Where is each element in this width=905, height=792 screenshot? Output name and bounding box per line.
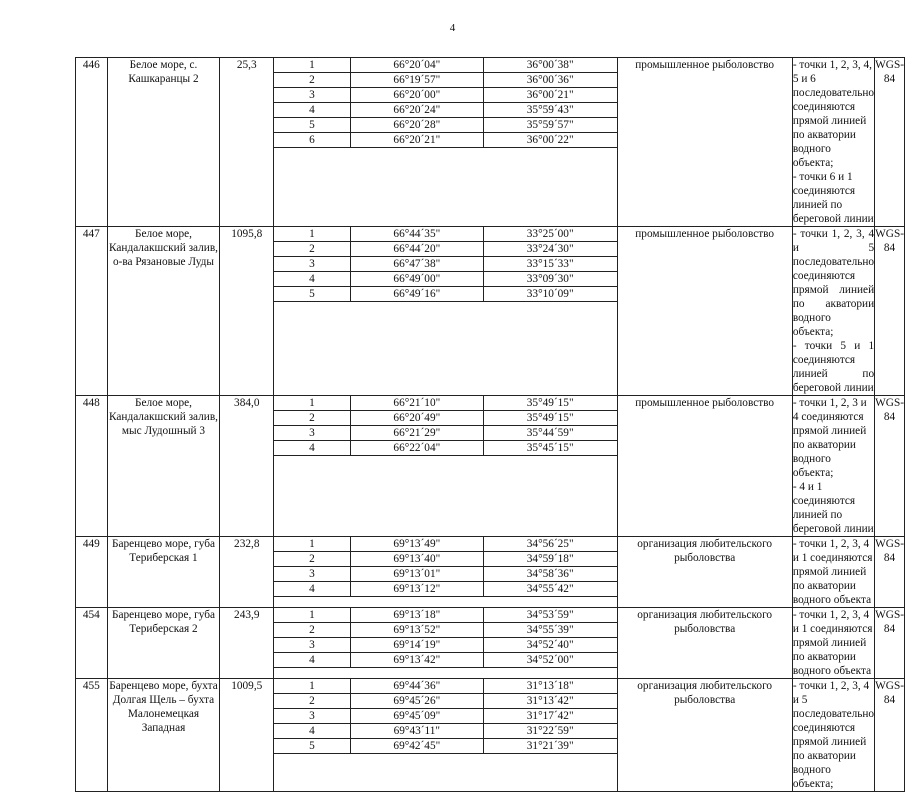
point-number: 3 — [274, 88, 350, 103]
area-name: Баренцево море, бухта Долгая Щель – бухта Малонемецкая Западная — [107, 679, 220, 792]
coordinate-system: WGS-84 — [875, 537, 905, 608]
coordinates-table — [274, 396, 616, 456]
longitude: 33°09´30" — [483, 272, 616, 287]
latitude: 66°21´10" — [350, 396, 483, 411]
purpose: промышленное рыболовство — [617, 58, 792, 227]
coordinate-row — [274, 653, 616, 668]
latitude: 69°42´45" — [350, 739, 483, 754]
point-number: 3 — [274, 426, 350, 441]
point-number: 2 — [274, 552, 350, 567]
coordinates-table — [274, 608, 616, 668]
latitude: 66°19´57" — [350, 73, 483, 88]
latitude: 69°13´01" — [350, 567, 483, 582]
latitude: 69°13´12" — [350, 582, 483, 597]
longitude: 34°55´42" — [483, 582, 616, 597]
coordinate-row — [274, 567, 616, 582]
coordinates-cell — [274, 537, 617, 608]
latitude: 69°13´52" — [350, 623, 483, 638]
point-number: 1 — [274, 58, 350, 73]
longitude: 35°49´15" — [483, 396, 616, 411]
area-name: Баренцево море, губа Териберская 2 — [107, 608, 220, 679]
coordinate-row — [274, 426, 616, 441]
point-number: 3 — [274, 709, 350, 724]
longitude: 33°15´33" — [483, 257, 616, 272]
coordinate-system: WGS-84 — [875, 679, 905, 792]
coordinates-table — [274, 537, 616, 597]
coordinate-row — [274, 582, 616, 597]
area-size: 1009,5 — [220, 679, 274, 792]
longitude: 35°45´15" — [483, 441, 616, 456]
coordinate-row — [274, 411, 616, 426]
longitude: 35°59´43" — [483, 103, 616, 118]
coordinate-system: WGS-84 — [875, 58, 905, 227]
latitude: 66°20´28" — [350, 118, 483, 133]
area-name: Белое море, Кандалакшский залив, мыс Лудошный 3 — [107, 396, 220, 537]
table-row — [76, 396, 905, 537]
purpose: организация любительского рыболовства — [617, 608, 792, 679]
longitude: 33°24´30" — [483, 242, 616, 257]
point-number: 1 — [274, 608, 350, 623]
coordinate-row — [274, 739, 616, 754]
coordinates-table — [274, 227, 616, 302]
point-number: 4 — [274, 582, 350, 597]
point-number: 2 — [274, 242, 350, 257]
area-name: Белое море, с. Кашкаранцы 2 — [107, 58, 220, 227]
coordinate-row — [274, 242, 616, 257]
longitude: 36°00´21" — [483, 88, 616, 103]
point-number: 4 — [274, 441, 350, 456]
longitude: 36°00´22" — [483, 133, 616, 148]
longitude: 34°58´36" — [483, 567, 616, 582]
longitude: 36°00´38" — [483, 58, 616, 73]
coordinate-row — [274, 133, 616, 148]
longitude: 33°10´09" — [483, 287, 616, 302]
latitude: 69°13´42" — [350, 653, 483, 668]
point-number: 2 — [274, 411, 350, 426]
row-number: 455 — [76, 679, 108, 792]
area-size: 384,0 — [220, 396, 274, 537]
coordinate-row — [274, 257, 616, 272]
latitude: 69°43´11" — [350, 724, 483, 739]
row-number: 446 — [76, 58, 108, 227]
latitude: 69°13´18" — [350, 608, 483, 623]
page-number: 4 — [449, 22, 456, 34]
longitude: 34°59´18" — [483, 552, 616, 567]
table-row — [76, 227, 905, 396]
latitude: 66°44´35" — [350, 227, 483, 242]
longitude: 35°49´15" — [483, 411, 616, 426]
table-row — [76, 608, 905, 679]
point-number: 5 — [274, 739, 350, 754]
coordinates-table — [274, 679, 616, 754]
coordinates-cell — [274, 227, 617, 396]
point-number: 5 — [274, 118, 350, 133]
latitude: 66°20´24" — [350, 103, 483, 118]
coordinates-cell — [274, 608, 617, 679]
point-number: 3 — [274, 567, 350, 582]
area-size: 232,8 — [220, 537, 274, 608]
coordinate-row — [274, 441, 616, 456]
longitude: 31°17´42" — [483, 709, 616, 724]
latitude: 66°20´49" — [350, 411, 483, 426]
longitude: 36°00´36" — [483, 73, 616, 88]
latitude: 66°20´04" — [350, 58, 483, 73]
longitude: 34°55´39" — [483, 623, 616, 638]
boundary-description: - точки 1, 2, 3, 4 и 1 соединяются прямой линией по акватории водного объекта — [792, 537, 874, 608]
coordinate-row — [274, 608, 616, 623]
coordinate-row — [274, 552, 616, 567]
longitude: 31°21´39" — [483, 739, 616, 754]
area-size: 1095,8 — [220, 227, 274, 396]
coordinate-row — [274, 272, 616, 287]
coordinate-row — [274, 694, 616, 709]
boundary-description: - точки 1, 2, 3 и 4 соединяются прямой линией по акватории водного объекта; - 4 и 1 соединяются линией по береговой линии — [792, 397, 874, 535]
coordinates-cell — [274, 58, 617, 227]
coordinates-cell — [274, 679, 617, 792]
latitude: 66°20´00" — [350, 88, 483, 103]
point-number: 3 — [274, 638, 350, 653]
coordinate-system: WGS-84 — [875, 396, 905, 537]
coordinate-row — [274, 227, 616, 242]
coordinate-row — [274, 73, 616, 88]
coordinates-cell — [274, 396, 617, 537]
longitude: 35°59´57" — [483, 118, 616, 133]
area-size: 243,9 — [220, 608, 274, 679]
point-number: 1 — [274, 537, 350, 552]
longitude: 34°52´40" — [483, 638, 616, 653]
row-number: 449 — [76, 537, 108, 608]
purpose: организация любительского рыболовства — [617, 679, 792, 792]
latitude: 66°20´21" — [350, 133, 483, 148]
latitude: 66°21´29" — [350, 426, 483, 441]
longitude: 34°52´00" — [483, 653, 616, 668]
point-number: 5 — [274, 287, 350, 302]
row-number: 454 — [76, 608, 108, 679]
coordinate-row — [274, 88, 616, 103]
table-row — [76, 58, 905, 227]
longitude: 34°53´59" — [483, 608, 616, 623]
coordinate-row — [274, 724, 616, 739]
boundary-description: - точки 1, 2, 3, 4 и 1 соединяются прямой линией по акватории водного объекта — [792, 608, 874, 679]
latitude: 66°47´38" — [350, 257, 483, 272]
boundary-description: - точки 1, 2, 3, 4, 5 и 6 последовательно соединяются прямой линией по акватории водного объекта; - точки 6 и 1 соединяются линией по береговой линии — [792, 59, 875, 225]
point-number: 4 — [274, 724, 350, 739]
coordinate-system: WGS-84 — [875, 608, 905, 679]
latitude: 69°13´40" — [350, 552, 483, 567]
latitude: 66°49´00" — [350, 272, 483, 287]
table-row — [76, 537, 905, 608]
row-number: 448 — [76, 396, 108, 537]
table-row — [76, 679, 905, 792]
coordinate-row — [274, 623, 616, 638]
longitude: 33°25´00" — [483, 227, 616, 242]
purpose: организация любительского рыболовства — [617, 537, 792, 608]
latitude: 69°44´36" — [350, 679, 483, 694]
coordinate-row — [274, 58, 616, 73]
latitude: 69°13´49" — [350, 537, 483, 552]
point-number: 1 — [274, 679, 350, 694]
latitude: 66°49´16" — [350, 287, 483, 302]
coordinate-row — [274, 396, 616, 411]
longitude: 31°13´18" — [483, 679, 616, 694]
longitude: 35°44´59" — [483, 426, 616, 441]
point-number: 1 — [274, 227, 350, 242]
point-number: 2 — [274, 73, 350, 88]
coordinate-system: WGS-84 — [875, 227, 905, 396]
point-number: 4 — [274, 103, 350, 118]
purpose: промышленное рыболовство — [617, 227, 792, 396]
boundary-description: - точки 1, 2, 3, 4 и 5 последовательно соединяются прямой линией по акватории водного объекта; - точки 5 и 1 соединяются линией по береговой линии — [792, 228, 875, 394]
point-number: 1 — [274, 396, 350, 411]
fishing-areas-table — [75, 57, 905, 792]
area-name: Баренцево море, губа Териберская 1 — [107, 537, 220, 608]
point-number: 4 — [274, 653, 350, 668]
latitude: 69°45´09" — [350, 709, 483, 724]
point-number: 4 — [274, 272, 350, 287]
coordinate-row — [274, 709, 616, 724]
longitude: 31°22´59" — [483, 724, 616, 739]
coordinate-row — [274, 287, 616, 302]
coordinate-row — [274, 679, 616, 694]
coordinate-row — [274, 537, 616, 552]
latitude: 66°22´04" — [350, 441, 483, 456]
point-number: 3 — [274, 257, 350, 272]
point-number: 2 — [274, 694, 350, 709]
area-size: 25,3 — [220, 58, 274, 227]
boundary-description: - точки 1, 2, 3, 4 и 5 последовательно соединяются прямой линией по акватории водного объекта; — [792, 680, 875, 790]
coordinates-table — [274, 58, 616, 148]
latitude: 69°14´19" — [350, 638, 483, 653]
point-number: 2 — [274, 623, 350, 638]
row-number: 447 — [76, 227, 108, 396]
longitude: 31°13´42" — [483, 694, 616, 709]
purpose: промышленное рыболовство — [617, 396, 792, 537]
coordinate-row — [274, 118, 616, 133]
latitude: 69°45´26" — [350, 694, 483, 709]
latitude: 66°44´20" — [350, 242, 483, 257]
point-number: 6 — [274, 133, 350, 148]
longitude: 34°56´25" — [483, 537, 616, 552]
area-name: Белое море, Кандалакшский залив, о-ва Рязановые Луды — [107, 227, 220, 396]
coordinate-row — [274, 103, 616, 118]
